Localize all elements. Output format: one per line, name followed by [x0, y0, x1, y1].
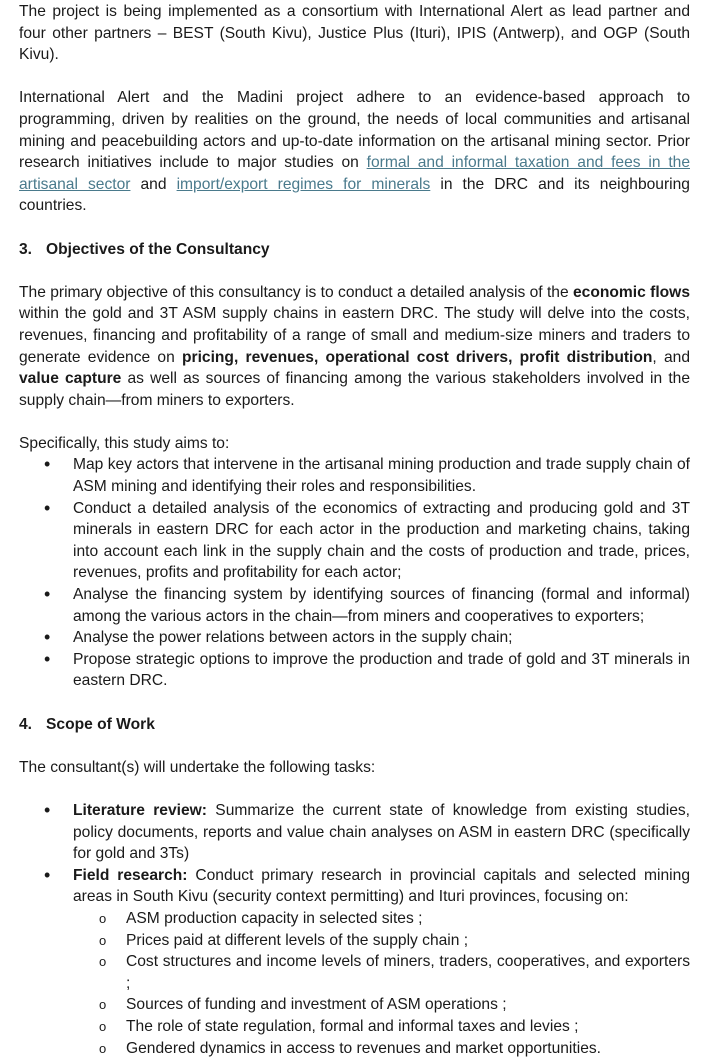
- list-item: • Analyse the financing system by identifying sources of financing (formal and informal) among the various actors in the chain—from miners and cooperatives to exporters;: [19, 584, 690, 627]
- import-export-study-link[interactable]: import/export regimes for minerals: [177, 176, 431, 193]
- approach-paragraph: International Alert and the Madini project adhere to an evidence-based approach to programming, driven by realities on the ground, the needs of local communities and artisanal mining and peacebuilding actors and up-to-date information on the artisanal mining sector. Prior research initiatives include to major studies on formal and informal taxation and fees in the artisanal sector and import/export regimes for minerals in the DRC and its neighbouring countries.: [19, 87, 690, 217]
- list-item: • Field research: Conduct primary research in provincial capitals and selected mining areas in South Kivu (security context permitting) and Ituri provinces, focusing on:: [19, 865, 690, 908]
- list-item: o Sources of funding and investment of ASM operations ;: [19, 994, 690, 1016]
- list-item: • Analyse the power relations between actors in the supply chain;: [19, 627, 690, 649]
- aims-list: [19, 454, 690, 692]
- tasks-intro: The consultant(s) will undertake the following tasks:: [19, 757, 690, 779]
- objective-paragraph: The primary objective of this consultancy is to conduct a detailed analysis of the economic flows within the gold and 3T ASM supply chains in eastern DRC. The study will delve into the costs, revenues, financing and profitability of a range of small and medium-size miners and traders to generate evidence on pricing, revenues, operational cost drivers, profit distribution, and value capture as well as sources of financing among the various stakeholders involved in the supply chain—from miners to exporters.: [19, 282, 690, 412]
- list-item: • Literature review: Summarize the current state of knowledge from existing studies, policy documents, reports and value chain analyses on ASM in eastern DRC (specifically for gold and 3Ts): [19, 800, 690, 865]
- taxation-study-link[interactable]: formal and informal taxation and fees in the artisanal sector: [19, 154, 690, 193]
- aims-intro: Specifically, this study aims to:: [19, 433, 690, 455]
- list-item: • Propose strategic options to improve the production and trade of gold and 3T minerals in eastern DRC.: [19, 649, 690, 692]
- list-item: o ASM production capacity in selected sites ;: [19, 908, 690, 930]
- document-page: [19, 1, 690, 1059]
- intro-paragraph: The project is being implemented as a consortium with International Alert as lead partner and four other partners – BEST (South Kivu), Justice Plus (Ituri), IPIS (Antwerp), and OGP (South Kivu).: [19, 1, 690, 66]
- subtasks-list: [19, 908, 690, 1059]
- list-item: o Cost structures and income levels of miners, traders, cooperatives, and exporters ;: [19, 951, 690, 994]
- tasks-list: [19, 800, 690, 908]
- list-item: o The role of state regulation, formal and informal taxes and levies ;: [19, 1016, 690, 1038]
- list-item: • Map key actors that intervene in the artisanal mining production and trade supply chain of ASM mining and identifying their roles and responsibilities.: [19, 454, 690, 497]
- list-item: o Prices paid at different levels of the supply chain ;: [19, 930, 690, 952]
- section-3-heading: 3. Objectives of the Consultancy: [19, 239, 690, 261]
- list-item: o Gendered dynamics in access to revenues and market opportunities.: [19, 1038, 690, 1059]
- list-item: • Conduct a detailed analysis of the economics of extracting and producing gold and 3T minerals in eastern DRC for each actor in the production and marketing chains, taking into account each link in the supply chain and the costs of production and trade, prices, revenues, profits and profitability for each actor;: [19, 498, 690, 584]
- section-4-heading: 4. Scope of Work: [19, 714, 690, 736]
